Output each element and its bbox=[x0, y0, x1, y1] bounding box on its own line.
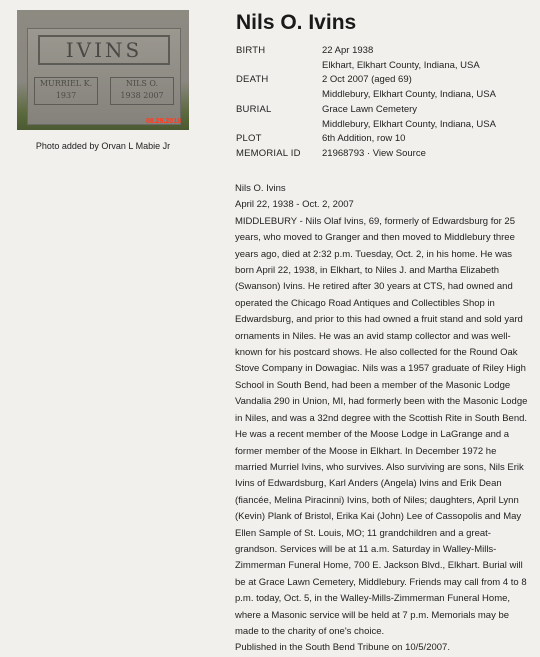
fact-label: BURIAL bbox=[236, 103, 272, 115]
memorial-id-value[interactable]: 21968793 · View Source bbox=[322, 147, 426, 159]
biography bbox=[235, 181, 530, 657]
memorial-photo[interactable] bbox=[17, 10, 189, 130]
bio-text: MIDDLEBURY - Nils Olaf Ivins, 69, formerly of Edwardsburg for 25 years, who moved to Granger and then moved to Middlebury three years ago, died at 2:32 p.m. Tuesday, Oct. 2, in his home. He was born April 22, 1938, in Elkhart, to Niles J. and Martha Elizabeth (Swanson) Ivins. He retired after 30 years at CTS, had owned and operated the Chicago Road Antiques and Collectibles Shop in Edwardsburg, and prior to this had owned a fruit stand and sold yard ornaments in Niles. He was an avid stamp collector and was well-known for his postcard shows. He also collected for the Round Oak Stove Company in Dowagiac. Nils was a 1957 graduate of Riley High School in South Bend, had been a member of the Masonic Lodge Vandalia 290 in Union, MI, had formerly been with the Masonic Lodge in Niles, and was a 32nd degree with the Scottish Rite in South Bend. He was a recent member of the Moose Lodge in LaGrange and a former member of the Moose in Elkhart. In December 1972 he married Murriel Ivins, who survives. Also surviving are sons, Nils Erik Ivins of Edwardsburg, Karl Anders (Angela) Ivins and Erik Dean (fiancée, Melina Piracinni) Ivins, both of Niles; daughters, April Lynn (Kevin) Plank of Bristol, Erika Kai (John) Lee of Cassopolis and May Ellen Sample of St. Louis, MO; 11 grandchildren and a great-grandson. Services will be at 11 a.m. Saturday in Walley-Mills-Zimmerman Funeral Home, 700 E. Jackson Blvd., Elkhart. Burial will be at Grace Lawn Cemetery, Middlebury. Friends may call from 4 to 8 p.m. today, Oct. 5, in the Walley-Mills-Zimmerman Funeral Home, where a Masonic service will be held at 7 p.m. Memorials may be made to the charity of one's choice. bbox=[235, 215, 528, 637]
fact-value bbox=[322, 103, 536, 132]
headstone-image bbox=[27, 28, 181, 125]
fact-label: DEATH bbox=[236, 74, 269, 86]
plate-right-name: NILS O. bbox=[125, 79, 159, 88]
death-date: 2 Oct 2007 (aged 69) bbox=[322, 74, 412, 86]
fact-label: PLOT bbox=[236, 133, 262, 145]
headstone-plate-right bbox=[110, 77, 174, 105]
fact-value bbox=[322, 132, 536, 147]
fact-plot bbox=[236, 132, 536, 147]
fact-burial bbox=[236, 103, 536, 132]
fact-value bbox=[322, 73, 536, 102]
bio-source: Published in the South Bend Tribune on 10/5/2007. bbox=[235, 642, 450, 654]
fact-label: MEMORIAL ID bbox=[236, 147, 301, 159]
burial-cemetery[interactable]: Grace Lawn Cemetery bbox=[322, 103, 418, 115]
death-place[interactable]: Middlebury, Elkhart County, Indiana, USA bbox=[322, 89, 496, 101]
fact-memorial-id bbox=[236, 147, 536, 162]
headstone-surname: IVINS bbox=[38, 35, 170, 65]
headstone-plate-left bbox=[34, 77, 98, 105]
fact-value bbox=[322, 44, 536, 73]
plate-left-name: MURRIEL K. bbox=[39, 79, 93, 88]
birth-date: 22 Apr 1938 bbox=[322, 45, 374, 56]
fact-birth bbox=[236, 44, 536, 73]
photo-caption: Photo added by Orvan L Mabie Jr bbox=[35, 141, 171, 151]
burial-place[interactable]: Middlebury, Elkhart County, Indiana, USA bbox=[322, 118, 496, 130]
memorial-title: Nils O. Ivins bbox=[236, 11, 357, 34]
fact-label: BIRTH bbox=[236, 45, 266, 56]
bio-dates: April 22, 1938 - Oct. 2, 2007 bbox=[235, 199, 354, 211]
memorial-facts bbox=[236, 44, 536, 162]
plot-value: 6th Addition, row 10 bbox=[322, 133, 406, 145]
fact-death bbox=[236, 73, 536, 102]
plate-right-years: 1938 2007 bbox=[120, 91, 164, 100]
birth-place[interactable]: Elkhart, Elkhart County, Indiana, USA bbox=[322, 59, 480, 71]
fact-value bbox=[322, 147, 536, 162]
plate-left-year: 1937 bbox=[55, 91, 77, 100]
photo-date-stamp: 08.29.2018 bbox=[145, 118, 181, 125]
bio-name: Nils O. Ivins bbox=[235, 183, 286, 194]
